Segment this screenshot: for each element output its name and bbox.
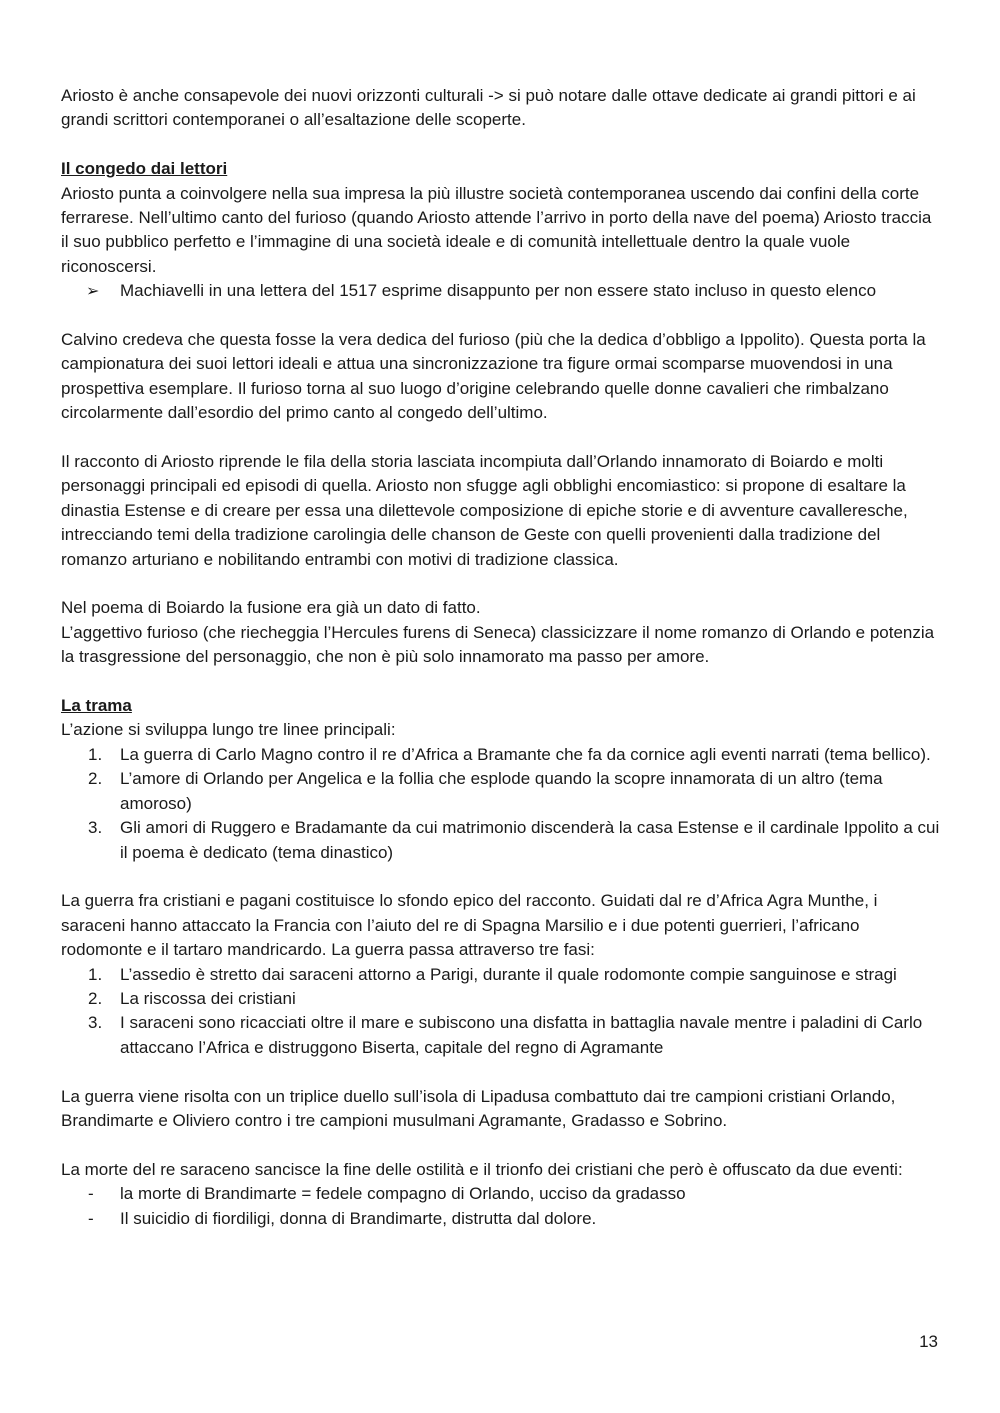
list-item <box>61 279 941 303</box>
list-marker: 3. <box>88 1013 103 1033</box>
dash-list <box>61 1182 941 1231</box>
list-item-text: L’amore di Orlando per Angelica e la follia che esplode quando la scopre innamorata di un altro (tema amoroso) <box>120 769 883 813</box>
list-item <box>61 816 941 865</box>
paragraph: La morte del re saraceno sancisce la fine delle ostilità e il trionfo dei cristiani che però è offuscato da due eventi: <box>61 1159 903 1179</box>
paragraph: Il racconto di Ariosto riprende le fila della storia lasciata incompiuta dall’Orlando innamorato di Boiardo e molti personaggi principali ed episodi di quella. Ariosto non sfugge agli obblighi encomiastico: si propone di esaltare la dinastia Estense e di creare per essa una dilettevole composizione di epiche storie e di avventure cavalleresche, intrecciando temi della tradizione carolingia delle chanson de Geste con quelli provenienti dalla tradizione del romanzo arturiano e nobilitando entrambi con motivi di tradizione classica. <box>61 452 908 569</box>
page-content <box>61 84 941 1231</box>
list-marker: 1. <box>88 744 103 764</box>
arrow-bullet-icon: ➢ <box>86 281 100 301</box>
list-item-text: L’assedio è stretto dai saraceni attorno a Parigi, durante il quale rodomonte compie sanguinose e stragi <box>120 964 897 984</box>
list-item-text: Il suicidio di fiordiligi, donna di Brandimarte, distrutta dal dolore. <box>120 1208 597 1228</box>
list-marker: 3. <box>88 818 103 838</box>
list-item <box>61 987 941 1011</box>
paragraph: La guerra viene risolta con un triplice duello sull’isola di Lipadusa combattuto dai tre campioni cristiani Orlando, Brandimarte e Oliviero contro i tre campioni musulmani Agramante, Gradasso e Sobrino. <box>61 1086 896 1130</box>
spacer <box>61 572 941 596</box>
spacer <box>61 133 941 157</box>
list-item <box>61 963 941 987</box>
list-item-text: La riscossa dei cristiani <box>120 988 296 1008</box>
paragraph: Ariosto è anche consapevole dei nuovi orizzonti culturali -> si può notare dalle ottave dedicate ai grandi pittori e ai grandi scrittori contemporanei o all’esaltazione delle scoperte. <box>61 86 916 130</box>
paragraph: Calvino credeva che questa fosse la vera dedica del furioso (più che la dedica d’obbligo a Ippolito). Questa porta la campionatura dei suoi lettori ideali e attua una sincronizzazione tra figure ormai scomparse muovendosi in una prospettiva esemplare. Il furioso torna al suo luogo d’origine celebrando quelle donne cavalieri che rimbalzano circolarmente dall’esordio del primo canto al congedo dell’ultimo. <box>61 330 926 423</box>
numbered-list <box>61 743 941 865</box>
paragraph: Nel poema di Boiardo la fusione era già un dato di fatto. <box>61 598 481 618</box>
list-item <box>61 767 941 816</box>
list-item <box>61 743 941 767</box>
spacer <box>61 865 941 889</box>
list-marker: 2. <box>88 769 103 789</box>
paragraph: Ariosto punta a coinvolgere nella sua impresa la più illustre società contemporanea uscendo dai confini della corte ferrarese. Nell’ultimo canto del furioso (quando Ariosto attende l’arrivo in porto della nave del poema) Ariosto traccia il suo pubblico perfetto e l’immagine di una società ideale e di comunità intellettuale dentro la quale vuole riconoscersi. <box>61 183 932 276</box>
list-item-text: Machiavelli in una lettera del 1517 esprime disappunto per non essere stato incluso in questo elenco <box>120 281 877 301</box>
spacer <box>61 1133 941 1157</box>
paragraph: L’aggettivo furioso (che riecheggia l’Hercules furens di Seneca) classicizzare il nome romanzo di Orlando e potenzia la trasgressione del personaggio, che non è più solo innamorato ma passo per amore. <box>61 622 935 667</box>
list-item-text: la morte di Brandimarte = fedele compagno di Orlando, ucciso da gradasso <box>120 1184 686 1204</box>
list-marker: - <box>88 1208 94 1228</box>
list-item-text: I saraceni sono ricacciati oltre il mare e subiscono una disfatta in battaglia navale mentre i paladini di Carlo attaccano l’Africa e distruggono Biserta, capitale del regno di Agramante <box>120 1013 923 1057</box>
list-item <box>61 1182 941 1206</box>
page-number: 13 <box>919 1332 938 1351</box>
paragraph: La guerra fra cristiani e pagani costituisce lo sfondo epico del racconto. Guidati dal re d’Africa Agra Munthe, i saraceni hanno attaccato la Francia con l’aiuto del re di Spagna Marsilio e i due potenti guerrieri, l’africano rodomonte e il tartaro mandricardo. La guerra passa attraverso tre fasi: <box>61 891 878 960</box>
list-marker: 1. <box>88 964 103 984</box>
spacer <box>61 426 941 450</box>
list-item-text: Gli amori di Ruggero e Bradamante da cui matrimonio discenderà la casa Estense e il cardinale Ippolito a cui il poema è dedicato (tema dinastico) <box>120 818 940 862</box>
spacer <box>61 304 941 328</box>
list-item-text: La guerra di Carlo Magno contro il re d’Africa a Bramante che fa da cornice agli eventi narrati (tema bellico). <box>120 744 931 764</box>
numbered-list <box>61 963 941 1061</box>
list-marker: 2. <box>88 988 103 1008</box>
bullet-list <box>61 279 941 303</box>
list-item <box>61 1207 941 1231</box>
paragraph: L’azione si sviluppa lungo tre linee principali: <box>61 720 396 740</box>
list-marker: - <box>88 1184 94 1204</box>
spacer <box>61 1060 941 1084</box>
list-item <box>61 1011 941 1060</box>
section-heading: La trama <box>61 696 132 716</box>
spacer <box>61 670 941 694</box>
section-heading: Il congedo dai lettori <box>61 159 228 179</box>
